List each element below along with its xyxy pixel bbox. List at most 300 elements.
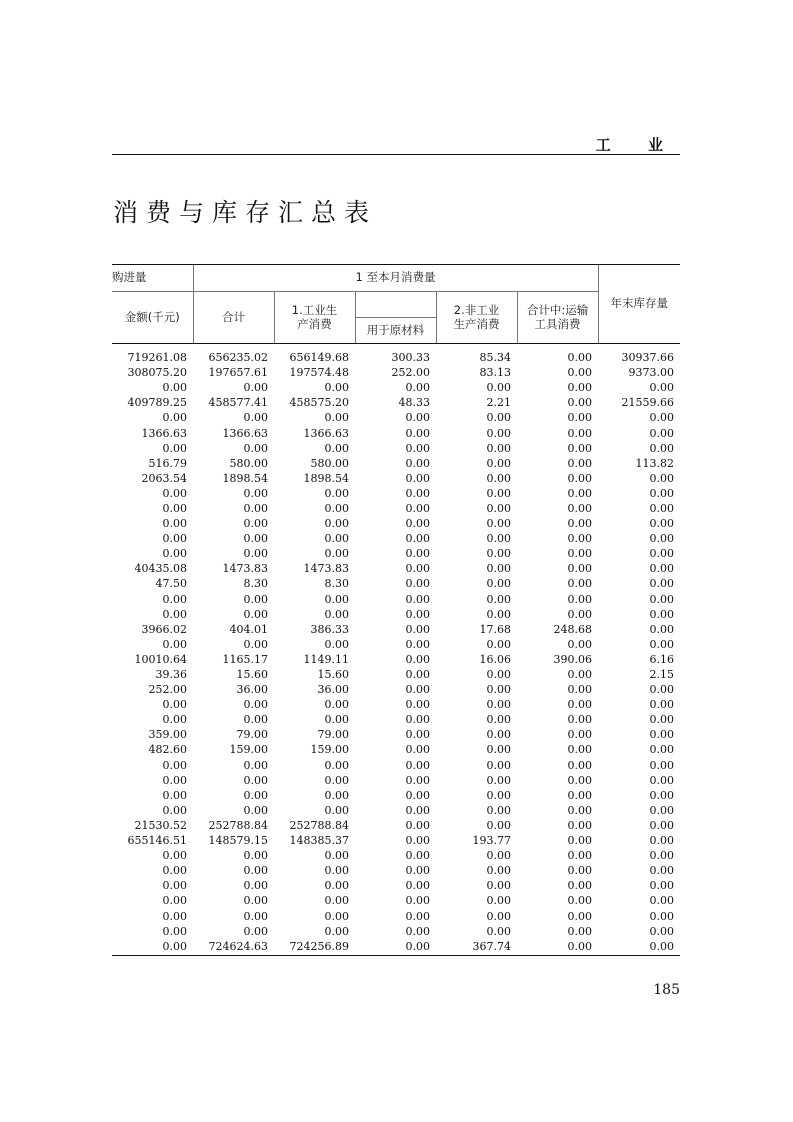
table-cell: 9373.00 bbox=[628, 366, 675, 380]
table-cell: 724256.89 bbox=[289, 939, 349, 953]
table-cell: 0.00 bbox=[405, 698, 430, 712]
non-industrial-consumption-header: 2.非工业生产消费 bbox=[436, 292, 517, 344]
table-cell: 197574.48 bbox=[289, 366, 349, 380]
table-cell: 0.00 bbox=[405, 411, 430, 425]
table-cell: 0.00 bbox=[567, 698, 593, 712]
table-cell: 0.00 bbox=[486, 864, 511, 878]
table-cell: 0.00 bbox=[243, 411, 268, 425]
table-row bbox=[112, 682, 680, 697]
table-cell: 0.00 bbox=[649, 879, 675, 893]
table-cell: 0.00 bbox=[162, 411, 187, 425]
table-cell: 0.00 bbox=[405, 592, 430, 606]
table-cell: 1165.17 bbox=[222, 652, 268, 666]
table-cell: 1473.83 bbox=[222, 562, 268, 576]
table-cell: 0.00 bbox=[486, 818, 511, 832]
table-cell: 0.00 bbox=[162, 924, 187, 938]
table-cell: 0.00 bbox=[567, 894, 593, 908]
table-cell: 0.00 bbox=[243, 381, 268, 395]
table-cell: 0.00 bbox=[405, 924, 430, 938]
amount-header: 金额(千元) bbox=[112, 292, 193, 344]
transport-consumption-header: 合计中:运输工具消费 bbox=[517, 292, 598, 344]
table-cell: 0.00 bbox=[243, 486, 268, 500]
table-cell: 0.00 bbox=[324, 532, 349, 546]
table-cell: 0.00 bbox=[405, 713, 430, 727]
table-cell: 0.00 bbox=[405, 909, 430, 923]
table-cell: 0.00 bbox=[324, 698, 349, 712]
table-cell: 0.00 bbox=[162, 698, 187, 712]
table-row bbox=[112, 531, 680, 546]
table-cell: 580.00 bbox=[310, 456, 349, 470]
header-rule bbox=[112, 154, 680, 155]
table-cell: 0.00 bbox=[405, 803, 430, 817]
table-cell: 0.00 bbox=[567, 713, 593, 727]
table-cell: 0.00 bbox=[162, 773, 187, 787]
table-cell: 0.00 bbox=[324, 849, 349, 863]
table-cell: 0.00 bbox=[324, 788, 349, 802]
table-cell: 159.00 bbox=[310, 743, 349, 757]
table-cell: 0.00 bbox=[324, 758, 349, 772]
table-cell: 0.00 bbox=[567, 441, 593, 455]
table-cell: 0.00 bbox=[649, 441, 675, 455]
table-row bbox=[112, 773, 680, 788]
table-cell: 0.00 bbox=[243, 894, 268, 908]
table-cell: 719261.08 bbox=[127, 351, 187, 365]
table-cell: 0.00 bbox=[486, 607, 511, 621]
table-cell: 248.68 bbox=[553, 622, 593, 636]
table-cell: 0.00 bbox=[486, 426, 511, 440]
table-cell: 0.00 bbox=[486, 713, 511, 727]
table-cell: 1473.83 bbox=[303, 562, 349, 576]
table-cell: 15.60 bbox=[236, 668, 268, 682]
table-cell: 0.00 bbox=[243, 803, 268, 817]
table-row bbox=[112, 712, 680, 727]
table-cell: 0.00 bbox=[486, 637, 511, 651]
table-cell: 0.00 bbox=[567, 381, 593, 395]
table-row bbox=[112, 561, 680, 576]
table-cell: 8.30 bbox=[324, 577, 349, 591]
table-cell: 1898.54 bbox=[303, 471, 349, 485]
table-cell: 0.00 bbox=[405, 562, 430, 576]
table-cell: 0.00 bbox=[486, 668, 511, 682]
consumption-group-header: 1 至本月消费量 bbox=[193, 265, 598, 292]
table-cell: 0.00 bbox=[649, 834, 675, 848]
table-cell: 0.00 bbox=[649, 864, 675, 878]
table-cell: 36.00 bbox=[317, 683, 349, 697]
table-cell: 83.13 bbox=[479, 366, 511, 380]
table-cell: 656149.68 bbox=[289, 351, 349, 365]
summary-table-container bbox=[112, 264, 680, 954]
table-cell: 0.00 bbox=[649, 713, 675, 727]
table-cell: 8.30 bbox=[243, 577, 268, 591]
table-cell: 0.00 bbox=[405, 622, 430, 636]
table-cell: 0.00 bbox=[243, 864, 268, 878]
table-cell: 0.00 bbox=[405, 577, 430, 591]
table-cell: 0.00 bbox=[243, 788, 268, 802]
table-cell: 197657.61 bbox=[208, 366, 268, 380]
table-cell: 0.00 bbox=[486, 894, 511, 908]
table-cell: 386.33 bbox=[310, 622, 349, 636]
table-cell: 0.00 bbox=[324, 924, 349, 938]
table-cell: 0.00 bbox=[649, 592, 675, 606]
table-cell: 0.00 bbox=[324, 517, 349, 531]
table-cell: 0.00 bbox=[486, 924, 511, 938]
table-cell: 0.00 bbox=[567, 758, 593, 772]
table-cell: 21559.66 bbox=[621, 396, 675, 410]
table-cell: 0.00 bbox=[324, 637, 349, 651]
table-cell: 0.00 bbox=[649, 622, 675, 636]
table-cell: 0.00 bbox=[162, 441, 187, 455]
table-row bbox=[112, 380, 680, 395]
table-cell: 0.00 bbox=[405, 501, 430, 515]
table-cell: 252.00 bbox=[148, 683, 187, 697]
table-cell: 159.00 bbox=[229, 743, 268, 757]
table-cell: 359.00 bbox=[148, 728, 187, 742]
table-cell: 0.00 bbox=[567, 396, 593, 410]
table-cell: 0.00 bbox=[486, 381, 511, 395]
table-cell: 0.00 bbox=[567, 683, 593, 697]
table-cell: 0.00 bbox=[405, 834, 430, 848]
table-cell: 0.00 bbox=[567, 592, 593, 606]
table-cell: 36.00 bbox=[236, 683, 268, 697]
table-cell: 0.00 bbox=[162, 517, 187, 531]
table-row bbox=[112, 727, 680, 742]
table-cell: 0.00 bbox=[243, 909, 268, 923]
table-cell: 0.00 bbox=[486, 441, 511, 455]
table-cell: 724624.63 bbox=[208, 939, 268, 953]
table-cell: 0.00 bbox=[649, 818, 675, 832]
table-cell: 0.00 bbox=[243, 517, 268, 531]
table-bottom-rule bbox=[112, 955, 680, 956]
table-row bbox=[112, 456, 680, 471]
table-cell: 0.00 bbox=[649, 562, 675, 576]
table-cell: 79.00 bbox=[317, 728, 349, 742]
table-cell: 0.00 bbox=[162, 532, 187, 546]
table-cell: 2.15 bbox=[649, 668, 675, 682]
table-cell: 0.00 bbox=[567, 411, 593, 425]
table-cell: 0.00 bbox=[162, 894, 187, 908]
table-cell: 0.00 bbox=[567, 743, 593, 757]
table-cell: 0.00 bbox=[649, 411, 675, 425]
table-cell: 0.00 bbox=[486, 577, 511, 591]
table-cell: 0.00 bbox=[162, 879, 187, 893]
table-cell: 0.00 bbox=[486, 803, 511, 817]
table-row bbox=[112, 486, 680, 501]
table-row bbox=[112, 441, 680, 456]
raw-material-header: 用于原材料 bbox=[355, 318, 436, 344]
table-cell: 0.00 bbox=[405, 864, 430, 878]
table-cell: 0.00 bbox=[649, 532, 675, 546]
table-cell: 0.00 bbox=[649, 517, 675, 531]
table-cell: 0.00 bbox=[649, 637, 675, 651]
table-cell: 0.00 bbox=[243, 501, 268, 515]
year-end-stock-header: 年末库存量 bbox=[598, 265, 680, 344]
table-cell: 2.21 bbox=[486, 396, 511, 410]
table-cell: 0.00 bbox=[649, 728, 675, 742]
table-cell: 21530.52 bbox=[134, 818, 187, 832]
table-cell: 0.00 bbox=[567, 864, 593, 878]
table-cell: 0.00 bbox=[405, 879, 430, 893]
table-cell: 0.00 bbox=[162, 637, 187, 651]
table-cell: 0.00 bbox=[324, 713, 349, 727]
table-row bbox=[112, 758, 680, 773]
table-cell: 0.00 bbox=[486, 788, 511, 802]
table-cell: 0.00 bbox=[243, 607, 268, 621]
table-cell: 0.00 bbox=[567, 728, 593, 742]
table-cell: 404.01 bbox=[229, 622, 268, 636]
table-cell: 30937.66 bbox=[621, 351, 675, 365]
table-cell: 0.00 bbox=[649, 426, 675, 440]
table-cell: 308075.20 bbox=[127, 366, 187, 380]
table-cell: 0.00 bbox=[649, 471, 675, 485]
table-cell: 516.79 bbox=[148, 456, 187, 470]
table-cell: 0.00 bbox=[649, 698, 675, 712]
table-cell: 6.16 bbox=[649, 652, 675, 666]
table-cell: 0.00 bbox=[243, 592, 268, 606]
table-cell: 3966.02 bbox=[141, 622, 187, 636]
table-cell: 15.60 bbox=[317, 668, 349, 682]
table-row bbox=[112, 908, 680, 923]
table-cell: 0.00 bbox=[486, 411, 511, 425]
table-cell: 0.00 bbox=[567, 909, 593, 923]
table-cell: 0.00 bbox=[243, 441, 268, 455]
table-cell: 0.00 bbox=[405, 773, 430, 787]
table-row bbox=[112, 863, 680, 878]
table-cell: 0.00 bbox=[405, 532, 430, 546]
table-row bbox=[112, 576, 680, 591]
table-cell: 0.00 bbox=[486, 562, 511, 576]
table-cell: 0.00 bbox=[486, 743, 511, 757]
table-row bbox=[112, 652, 680, 667]
table-cell: 0.00 bbox=[162, 849, 187, 863]
table-cell: 0.00 bbox=[649, 501, 675, 515]
consumption-stock-table bbox=[112, 264, 680, 954]
table-cell: 0.00 bbox=[567, 562, 593, 576]
table-cell: 0.00 bbox=[243, 849, 268, 863]
table-cell: 0.00 bbox=[567, 939, 593, 953]
table-cell: 0.00 bbox=[405, 441, 430, 455]
table-cell: 655146.51 bbox=[127, 834, 187, 848]
table-cell: 0.00 bbox=[486, 532, 511, 546]
section-label: 工 业 bbox=[595, 136, 679, 154]
table-cell: 0.00 bbox=[567, 351, 593, 365]
table-cell: 16.06 bbox=[479, 652, 511, 666]
table-cell: 0.00 bbox=[486, 909, 511, 923]
table-cell: 0.00 bbox=[162, 758, 187, 772]
table-row bbox=[112, 788, 680, 803]
table-cell: 0.00 bbox=[243, 773, 268, 787]
table-cell: 10010.64 bbox=[134, 652, 187, 666]
table-cell: 0.00 bbox=[567, 577, 593, 591]
table-cell: 0.00 bbox=[162, 909, 187, 923]
table-cell: 0.00 bbox=[486, 471, 511, 485]
table-cell: 0.00 bbox=[567, 456, 593, 470]
table-cell: 1149.11 bbox=[303, 652, 349, 666]
table-cell: 0.00 bbox=[405, 849, 430, 863]
table-cell: 0.00 bbox=[162, 864, 187, 878]
table-cell: 0.00 bbox=[324, 909, 349, 923]
raw-material-spacer bbox=[355, 292, 436, 318]
table-cell: 0.00 bbox=[567, 501, 593, 515]
table-cell: 0.00 bbox=[567, 668, 593, 682]
table-cell: 39.36 bbox=[155, 668, 187, 682]
table-cell: 0.00 bbox=[405, 381, 430, 395]
table-cell: 0.00 bbox=[324, 879, 349, 893]
table-row bbox=[112, 425, 680, 440]
table-cell: 0.00 bbox=[405, 456, 430, 470]
purchase-header: 购进量 bbox=[112, 265, 193, 292]
table-cell: 0.00 bbox=[649, 547, 675, 561]
table-cell: 0.00 bbox=[162, 939, 187, 953]
table-cell: 0.00 bbox=[405, 683, 430, 697]
table-row bbox=[112, 818, 680, 833]
table-cell: 0.00 bbox=[405, 788, 430, 802]
table-cell: 0.00 bbox=[567, 532, 593, 546]
table-cell: 0.00 bbox=[649, 577, 675, 591]
table-cell: 0.00 bbox=[486, 501, 511, 515]
table-cell: 0.00 bbox=[649, 381, 675, 395]
table-cell: 0.00 bbox=[486, 547, 511, 561]
table-cell: 252788.84 bbox=[208, 818, 268, 832]
table-cell: 0.00 bbox=[162, 788, 187, 802]
table-cell: 0.00 bbox=[405, 939, 430, 953]
table-cell: 0.00 bbox=[162, 713, 187, 727]
table-cell: 0.00 bbox=[405, 894, 430, 908]
table-cell: 0.00 bbox=[405, 743, 430, 757]
table-cell: 0.00 bbox=[649, 849, 675, 863]
table-cell: 0.00 bbox=[486, 879, 511, 893]
table-cell: 148579.15 bbox=[208, 834, 268, 848]
table-cell: 0.00 bbox=[567, 607, 593, 621]
table-row bbox=[112, 365, 680, 380]
table-cell: 0.00 bbox=[486, 517, 511, 531]
table-cell: 656235.02 bbox=[208, 351, 268, 365]
table-cell: 0.00 bbox=[649, 683, 675, 697]
table-cell: 0.00 bbox=[243, 532, 268, 546]
table-cell: 0.00 bbox=[486, 592, 511, 606]
table-cell: 0.00 bbox=[405, 426, 430, 440]
table-cell: 0.00 bbox=[567, 471, 593, 485]
table-cell: 1366.63 bbox=[303, 426, 349, 440]
table-row bbox=[112, 667, 680, 682]
table-cell: 0.00 bbox=[567, 924, 593, 938]
table-cell: 0.00 bbox=[486, 683, 511, 697]
table-cell: 0.00 bbox=[324, 592, 349, 606]
table-cell: 0.00 bbox=[486, 698, 511, 712]
table-cell: 0.00 bbox=[486, 758, 511, 772]
table-cell: 48.33 bbox=[398, 396, 430, 410]
table-cell: 0.00 bbox=[486, 456, 511, 470]
total-header: 合计 bbox=[193, 292, 274, 344]
table-cell: 0.00 bbox=[649, 894, 675, 908]
table-cell: 0.00 bbox=[567, 818, 593, 832]
table-cell: 458575.20 bbox=[289, 396, 349, 410]
table-cell: 482.60 bbox=[148, 743, 187, 757]
table-cell: 0.00 bbox=[162, 607, 187, 621]
table-row bbox=[112, 742, 680, 757]
table-row bbox=[112, 924, 680, 939]
table-cell: 0.00 bbox=[567, 803, 593, 817]
table-cell: 1366.63 bbox=[141, 426, 187, 440]
table-cell: 0.00 bbox=[649, 788, 675, 802]
table-cell: 0.00 bbox=[405, 728, 430, 742]
table-row bbox=[112, 878, 680, 893]
table-cell: 0.00 bbox=[324, 441, 349, 455]
table-cell: 0.00 bbox=[567, 486, 593, 500]
table-cell: 0.00 bbox=[324, 486, 349, 500]
table-cell: 0.00 bbox=[649, 773, 675, 787]
table-cell: 0.00 bbox=[243, 713, 268, 727]
table-cell: 0.00 bbox=[649, 939, 675, 953]
page-title: 消费与库存汇总表 bbox=[113, 198, 378, 227]
table-cell: 0.00 bbox=[243, 758, 268, 772]
table-cell: 0.00 bbox=[567, 547, 593, 561]
table-row bbox=[112, 607, 680, 622]
table-cell: 0.00 bbox=[486, 773, 511, 787]
table-cell: 0.00 bbox=[324, 547, 349, 561]
table-cell: 0.00 bbox=[405, 652, 430, 666]
table-row bbox=[112, 622, 680, 637]
table-cell: 0.00 bbox=[567, 773, 593, 787]
table-cell: 0.00 bbox=[649, 909, 675, 923]
table-cell: 0.00 bbox=[243, 879, 268, 893]
table-cell: 0.00 bbox=[162, 381, 187, 395]
table-cell: 1898.54 bbox=[222, 471, 268, 485]
table-cell: 0.00 bbox=[243, 698, 268, 712]
table-cell: 0.00 bbox=[567, 517, 593, 531]
table-cell: 0.00 bbox=[162, 501, 187, 515]
table-cell: 0.00 bbox=[324, 501, 349, 515]
table-cell: 0.00 bbox=[567, 834, 593, 848]
table-row bbox=[112, 592, 680, 607]
table-cell: 0.00 bbox=[405, 637, 430, 651]
table-row bbox=[112, 848, 680, 863]
table-cell: 40435.08 bbox=[134, 562, 187, 576]
table-cell: 0.00 bbox=[324, 894, 349, 908]
table-cell: 0.00 bbox=[324, 411, 349, 425]
table-row bbox=[112, 803, 680, 818]
table-row bbox=[112, 516, 680, 531]
table-cell: 0.00 bbox=[405, 668, 430, 682]
table-cell: 0.00 bbox=[649, 924, 675, 938]
table-cell: 0.00 bbox=[405, 547, 430, 561]
table-cell: 17.68 bbox=[479, 622, 511, 636]
table-cell: 458577.41 bbox=[208, 396, 268, 410]
table-cell: 0.00 bbox=[567, 637, 593, 651]
table-cell: 0.00 bbox=[649, 758, 675, 772]
table-cell: 148385.37 bbox=[289, 834, 349, 848]
table-row bbox=[112, 697, 680, 712]
table-cell: 0.00 bbox=[649, 607, 675, 621]
table-row bbox=[112, 471, 680, 486]
table-cell: 79.00 bbox=[236, 728, 268, 742]
table-row bbox=[112, 546, 680, 561]
table-cell: 0.00 bbox=[405, 486, 430, 500]
table-cell: 0.00 bbox=[486, 728, 511, 742]
table-row bbox=[112, 395, 680, 410]
table-cell: 0.00 bbox=[486, 849, 511, 863]
table-cell: 0.00 bbox=[649, 486, 675, 500]
table-cell: 0.00 bbox=[567, 366, 593, 380]
table-cell: 0.00 bbox=[649, 803, 675, 817]
table-cell: 0.00 bbox=[324, 607, 349, 621]
table-cell: 300.33 bbox=[391, 351, 430, 365]
table-cell: 0.00 bbox=[243, 547, 268, 561]
table-cell: 0.00 bbox=[162, 592, 187, 606]
table-cell: 0.00 bbox=[324, 803, 349, 817]
table-row bbox=[112, 501, 680, 516]
table-row bbox=[112, 893, 680, 908]
table-row bbox=[112, 833, 680, 848]
